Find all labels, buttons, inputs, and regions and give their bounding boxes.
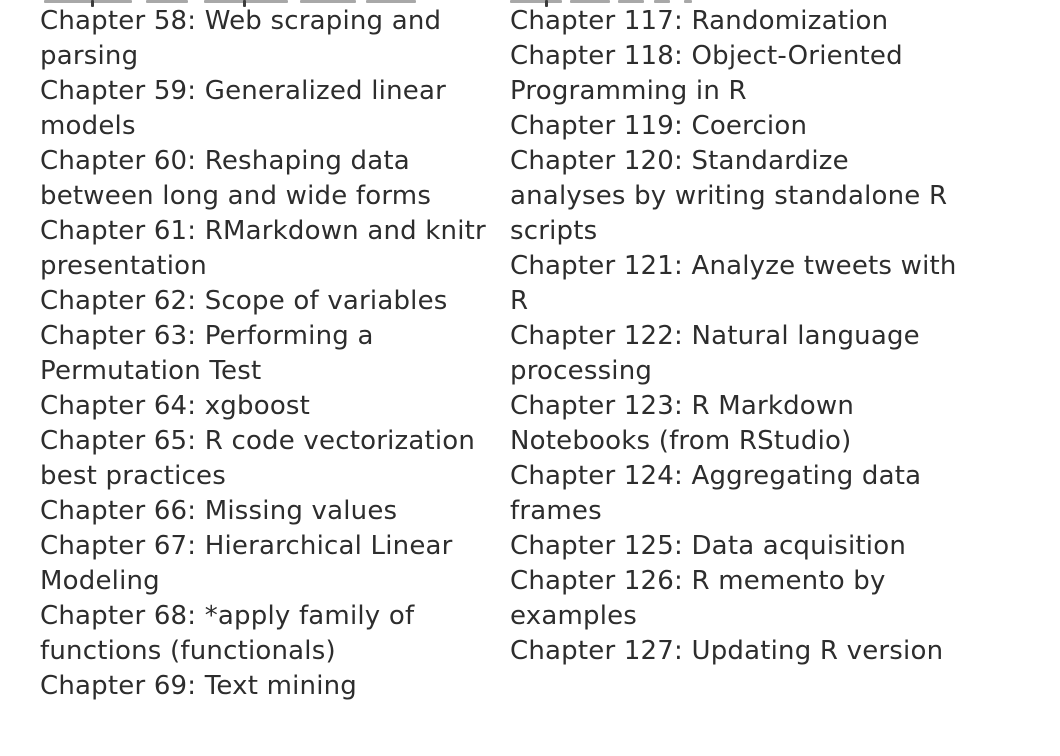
clipped-text-fragment	[510, 0, 562, 3]
toc-line: between long and wide forms	[40, 181, 432, 211]
toc-line: processing	[510, 356, 653, 386]
toc-line: Programming in R	[510, 76, 747, 106]
toc-chapter-67	[40, 529, 515, 599]
toc-column-right	[510, 4, 985, 669]
toc-line: presentation	[40, 251, 207, 281]
toc-line: R	[510, 286, 529, 316]
clipped-text-fragment	[366, 0, 416, 3]
toc-chapter-125	[510, 529, 985, 564]
toc-line: Notebooks (from RStudio)	[510, 426, 852, 456]
clipped-text-fragment	[300, 0, 356, 3]
toc-chapter-122	[510, 319, 985, 389]
toc-line: Chapter 58: Web scraping and	[40, 6, 442, 36]
toc-chapter-68	[40, 599, 515, 669]
clipped-text-fragment	[44, 0, 132, 3]
toc-line: Chapter 65: R code vectorization	[40, 426, 476, 456]
toc-chapter-64	[40, 389, 515, 424]
toc-line: Chapter 126: R memento by	[510, 566, 886, 596]
toc-chapter-121	[510, 249, 985, 319]
toc-chapter-127	[510, 634, 985, 669]
toc-line: examples	[510, 601, 638, 631]
toc-chapter-60	[40, 144, 515, 214]
toc-chapter-62	[40, 284, 515, 319]
clipped-text-fragment	[570, 0, 610, 3]
toc-chapter-119	[510, 109, 985, 144]
toc-line: Chapter 68: *apply family of	[40, 601, 415, 631]
toc-line: Modeling	[40, 566, 160, 596]
toc-chapter-61	[40, 214, 515, 284]
toc-chapter-124	[510, 459, 985, 529]
toc-line: Chapter 118: Object-Oriented	[510, 41, 903, 71]
toc-column-left	[40, 4, 515, 704]
toc-line: functions (functionals)	[40, 636, 336, 666]
toc-line: Chapter 119: Coercion	[510, 111, 808, 141]
toc-chapter-69	[40, 669, 515, 704]
toc-line: Chapter 127: Updating R version	[510, 636, 944, 666]
toc-line: Chapter 121: Analyze tweets with	[510, 251, 957, 281]
toc-line: Chapter 60: Reshaping data	[40, 146, 410, 176]
toc-line: Chapter 66: Missing values	[40, 496, 398, 526]
toc-line: Chapter 122: Natural language	[510, 321, 920, 351]
toc-line: Chapter 61: RMarkdown and knitr	[40, 216, 486, 246]
toc-line: Chapter 59: Generalized linear	[40, 76, 446, 106]
clipped-text-fragment	[618, 0, 644, 3]
clipped-text-fragment	[146, 0, 188, 3]
toc-line: frames	[510, 496, 602, 526]
clipped-text-fragment	[654, 0, 670, 3]
toc-chapter-120	[510, 144, 985, 249]
toc-line: Chapter 63: Performing a	[40, 321, 374, 351]
toc-line: best practices	[40, 461, 226, 491]
toc-line: Chapter 62: Scope of variables	[40, 286, 448, 316]
toc-line: Permutation Test	[40, 356, 262, 386]
toc-chapter-66	[40, 494, 515, 529]
toc-chapter-65	[40, 424, 515, 494]
toc-line: Chapter 123: R Markdown	[510, 391, 855, 421]
toc-line: parsing	[40, 41, 139, 71]
toc-chapter-59	[40, 74, 515, 144]
toc-chapter-58	[40, 4, 515, 74]
toc-chapter-63	[40, 319, 515, 389]
toc-line: Chapter 67: Hierarchical Linear	[40, 531, 453, 561]
toc-line: models	[40, 111, 136, 141]
toc-line: analyses by writing standalone R	[510, 181, 948, 211]
toc-line: Chapter 117: Randomization	[510, 6, 889, 36]
toc-chapter-126	[510, 564, 985, 634]
toc-line: Chapter 64: xgboost	[40, 391, 311, 421]
clipped-text-fragment	[684, 0, 692, 3]
toc-line: Chapter 124: Aggregating data	[510, 461, 922, 491]
clipped-text-fragment	[204, 0, 288, 3]
toc-line: scripts	[510, 216, 598, 246]
toc-line: Chapter 125: Data acquisition	[510, 531, 907, 561]
toc-line: Chapter 120: Standardize	[510, 146, 849, 176]
toc-chapter-117	[510, 4, 985, 39]
toc-line: Chapter 69: Text mining	[40, 671, 358, 701]
toc-chapter-118	[510, 39, 985, 109]
toc-chapter-123	[510, 389, 985, 459]
